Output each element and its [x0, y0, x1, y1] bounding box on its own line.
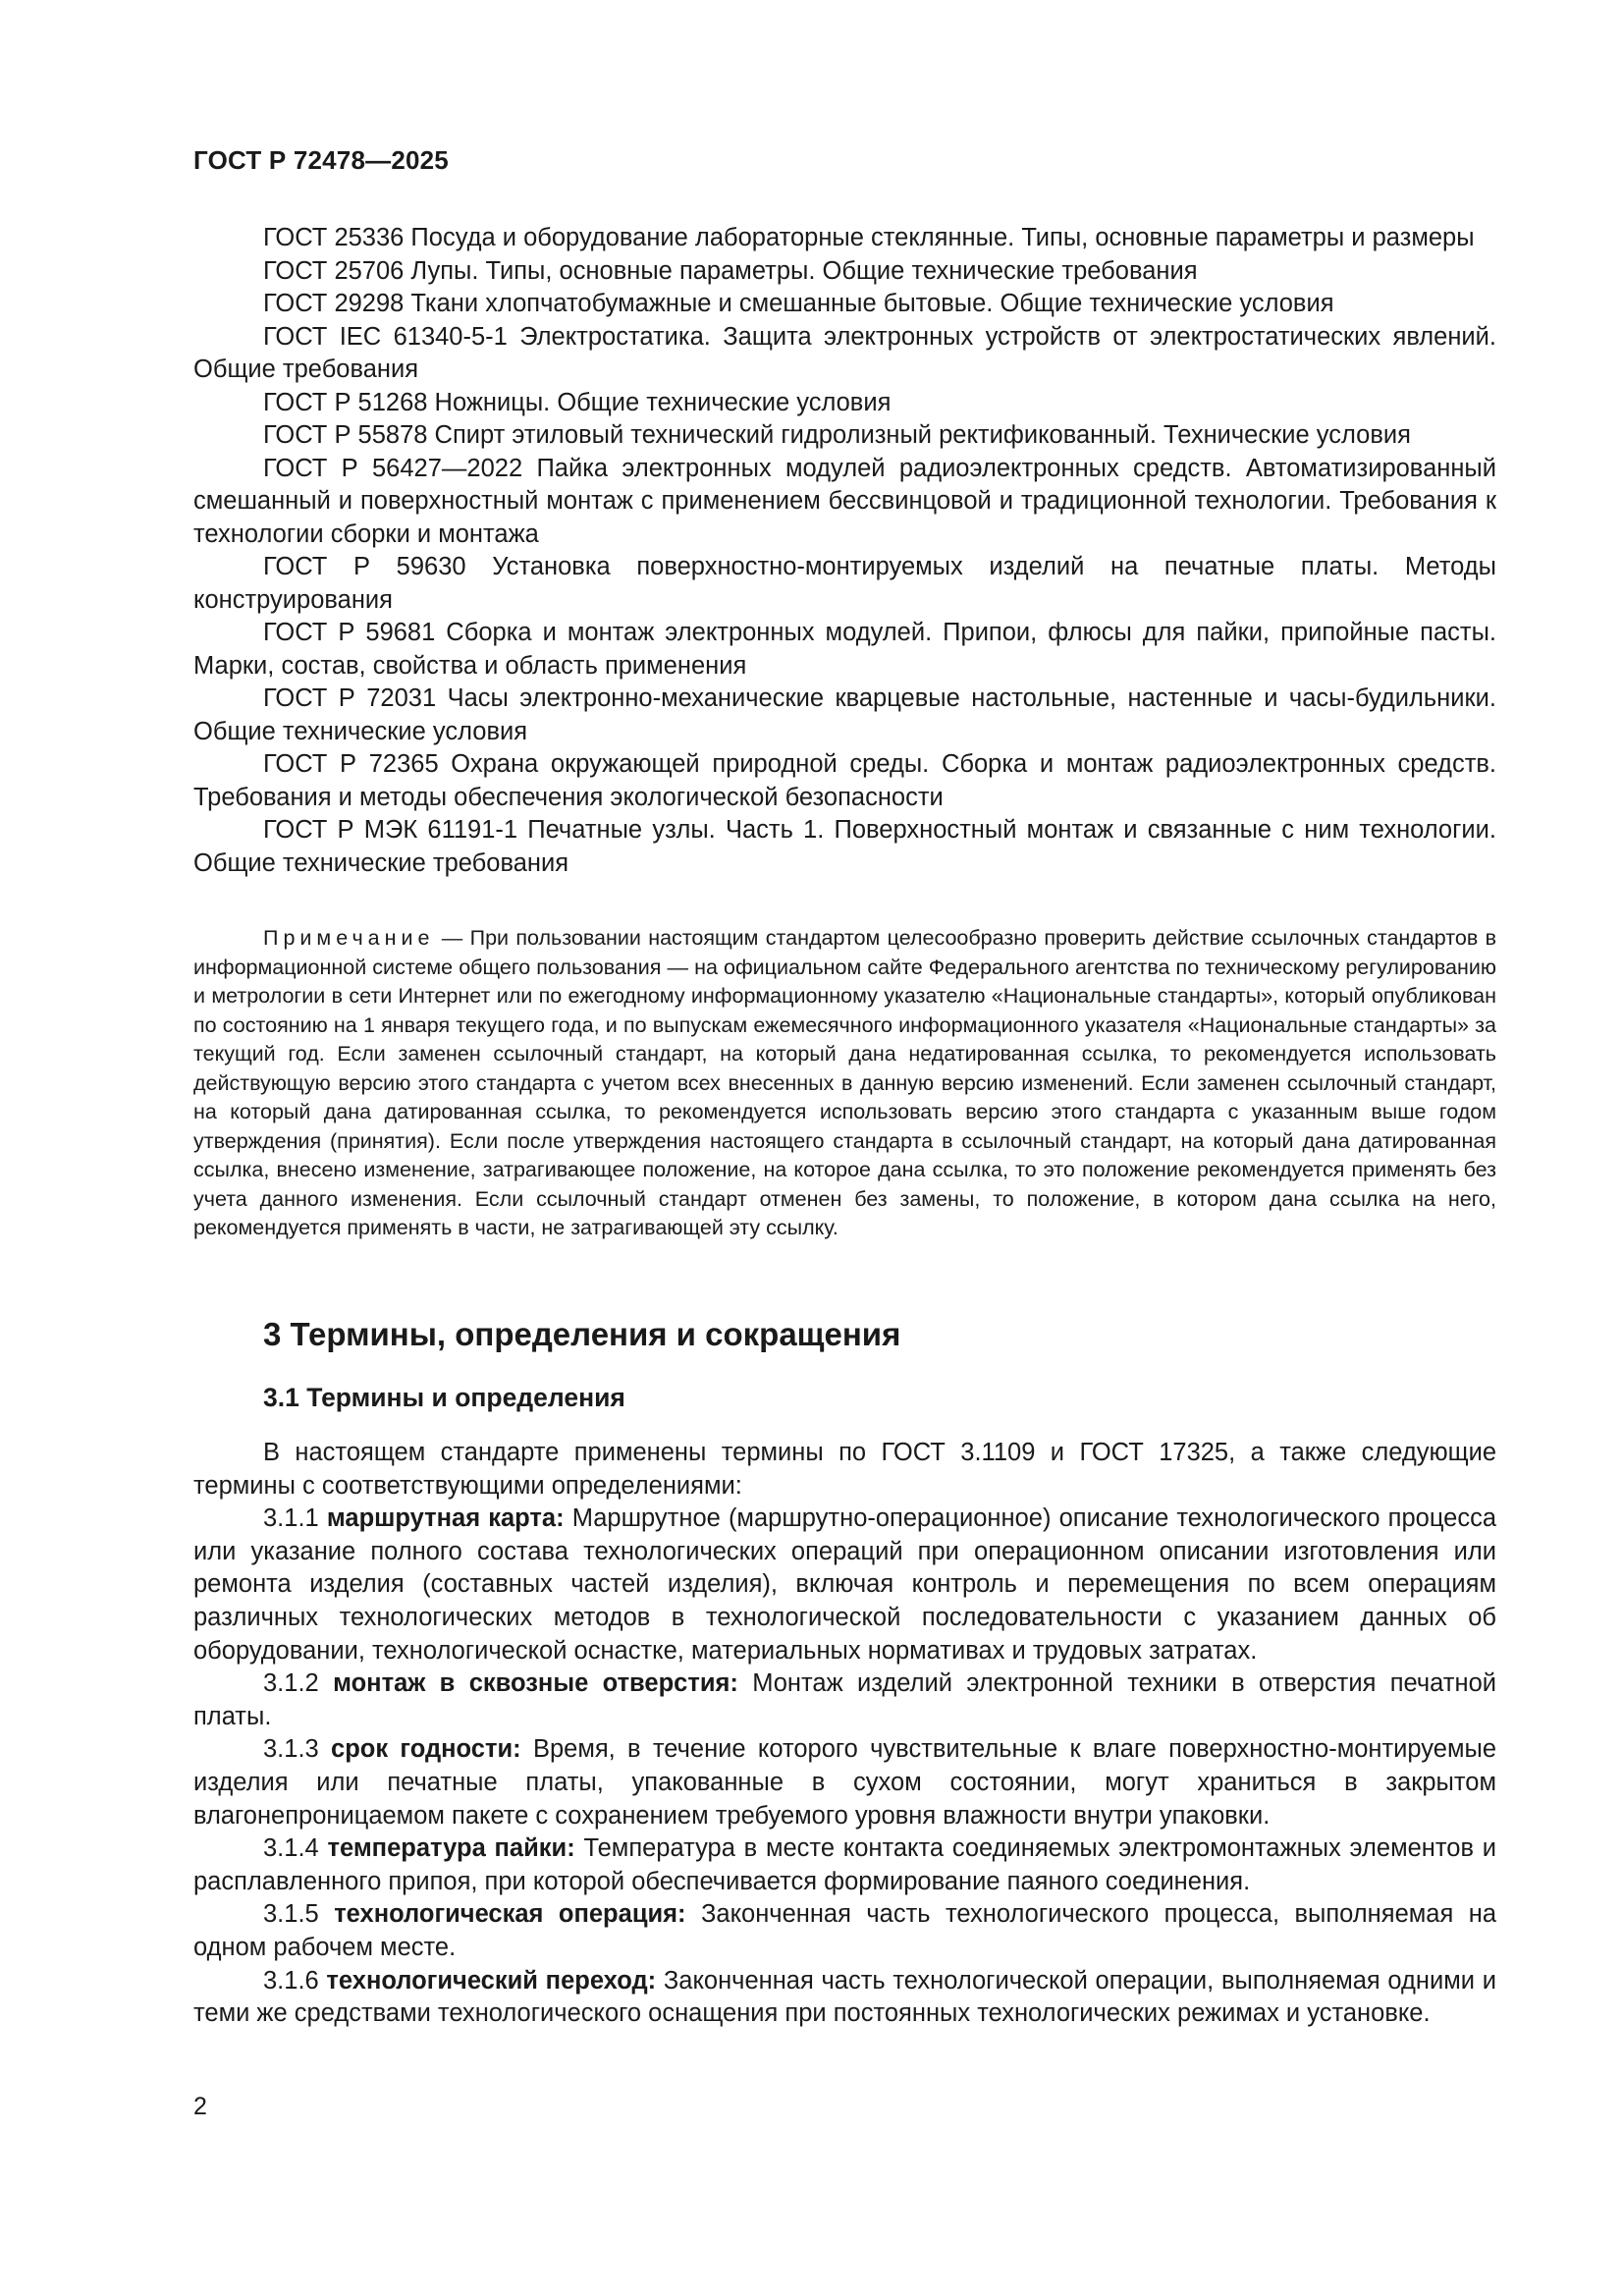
reference-item: ГОСТ Р 56427—2022 Пайка электронных модулей радиоэлектронных средств. Автоматизированный смешанный и поверхностный монтаж с применением бессвинцовой и традиционной технологии. Требования к технологии сборки и монтажа — [193, 454, 1496, 548]
term-name: температура пайки: — [327, 1834, 575, 1863]
term-entry — [193, 1832, 1496, 1898]
reference-item: ГОСТ 25706 Лупы. Типы, основные параметры. Общие технические требования — [263, 256, 1198, 285]
subsection-title: 3.1 Термины и определения — [263, 1383, 625, 1412]
term-name: технологическая операция: — [334, 1900, 686, 1929]
term-number: 3.1.5 — [263, 1900, 335, 1929]
normative-references-list — [193, 222, 1496, 880]
reference-item: ГОСТ Р 59681 Сборка и монтаж электронных модулей. Припои, флюсы для пайки, припойные пасты. Марки, состав, свойства и область применения — [193, 619, 1496, 680]
term-number: 3.1.6 — [263, 1966, 327, 1995]
reference-item: ГОСТ Р МЭК 61191-1 Печатные узлы. Часть 1. Поверхностный монтаж и связанные с ним технологии. Общие технические требования — [193, 816, 1496, 877]
terms-and-definitions — [193, 1437, 1496, 2031]
reference-item: ГОСТ 29298 Ткани хлопчатобумажные и смешанные бытовые. Общие технические условия — [263, 290, 1334, 317]
note-label: Примечание — [263, 926, 435, 950]
note-text: — При пользовании настоящим стандартом целесообразно проверить действие ссылочных стандартов в информационной системе общего пользования — на официальном сайте Федерального агентства по техническому регулированию и метрологии в сети Интернет или по ежегодному информационному указателю «Национальные стандарты», который опубликован по состоянию на 1 января текущего года, и по выпускам ежемесячного информационного указателя «Национальные стандарты» за текущий год. Если заменен ссылочный стандарт, на который дана недатированная ссылка, то рекомендуется использовать действующую версию этого стандарта с учетом всех внесенных в данную версию изменений. Если заменен ссылочный стандарт, на который дана датированная ссылка, то рекомендуется использовать версию этого стандарта с указанным выше годом утверждения (принятия). Если после утверждения настоящего стандарта в ссылочный стандарт, на который дана датированная ссылка, внесено изменение, затрагивающее положение, на которое дана ссылка, то это положение рекомендуется применять без учета данного изменения. Если ссылочный стандарт отменен без замены, то положение, в котором дана ссылка на него, рекомендуется применять в части, не затрагивающей эту ссылку. — [193, 926, 1496, 1239]
reference-item: ГОСТ Р 51268 Ножницы. Общие технические условия — [263, 388, 892, 416]
term-name: срок годности: — [331, 1735, 521, 1764]
term-number: 3.1.3 — [263, 1735, 332, 1764]
term-definition: Температура в месте контакта соединяемых электромонтажных элементов и расплавленного припоя, при которой обеспечивается формирование паяного соединения. — [193, 1834, 1496, 1895]
term-definition: Время, в течение которого чувствительные к влаге поверхностно-монтируемые изделия или печатные платы, упакованные в сухом состоянии, могут храниться в закрытом влагонепроницаемом пакете с сохранением требуемого уровня влажности внутри упаковки. — [193, 1735, 1496, 1830]
reference-item: ГОСТ Р 72031 Часы электронно-механические кварцевые настольные, настенные и часы-будильники. Общие технические условия — [193, 684, 1496, 745]
term-number: 3.1.2 — [263, 1669, 334, 1698]
reference-item: ГОСТ 25336 Посуда и оборудование лабораторные стеклянные. Типы, основные параметры и размеры — [263, 224, 1475, 251]
document-code-header: ГОСТ Р 72478—2025 — [193, 145, 449, 175]
page-number: 2 — [193, 2093, 207, 2120]
term-entry — [193, 1503, 1496, 1667]
term-definition: Законченная часть технологического процесса, выполняемая на одном рабочем месте. — [193, 1900, 1496, 1961]
note-paragraph — [193, 924, 1496, 1243]
term-number: 3.1.1 — [263, 1504, 327, 1533]
terms-intro: В настоящем стандарте применены термины по ГОСТ 3.1109 и ГОСТ 17325, а также следующие термины с соответствующими определениями: — [193, 1439, 1496, 1500]
term-entry — [193, 1733, 1496, 1832]
term-number: 3.1.4 — [263, 1834, 328, 1863]
term-name: маршрутная карта: — [326, 1504, 565, 1533]
reference-item: ГОСТ Р 55878 Спирт этиловый технический гидролизный ректификованный. Технические условия — [263, 421, 1411, 449]
term-definition: Законченная часть технологической операции, выполняемая одними и теми же средствами технологического оснащения при постоянных технологических режимах и установке. — [193, 1966, 1496, 2028]
term-name: монтаж в сквозные отверстия: — [333, 1669, 738, 1698]
term-entry — [193, 1667, 1496, 1733]
term-definition: Маршрутное (маршрутно-операционное) описание технологического процесса или указание полного состава технологических операций при операционном описании изготовления или ремонта изделия (составных частей изделия), включая контроль и перемещения по всем операциям различных технологических методов в технологической последовательности с указанием данных об оборудовании, технологической оснастке, материальных нормативах и трудовых затратах. — [193, 1504, 1496, 1665]
reference-item: ГОСТ Р 72365 Охрана окружающей природной среды. Сборка и монтаж радиоэлектронных средств. Требования и методы обеспечения экологической безопасности — [193, 750, 1496, 811]
reference-item: ГОСТ IEC 61340-5-1 Электростатика. Защита электронных устройств от электростатических явлений. Общие требования — [193, 322, 1496, 383]
reference-note — [193, 924, 1496, 1243]
section-title: 3 Термины, определения и сокращения — [263, 1316, 901, 1352]
reference-item: ГОСТ Р 59630 Установка поверхностно-монтируемых изделий на печатные платы. Методы конструирования — [193, 553, 1496, 614]
term-entry — [193, 1898, 1496, 1964]
term-definition: Монтаж изделий электронной техники в отверстия печатной платы. — [193, 1669, 1496, 1730]
term-name: технологический переход: — [326, 1966, 657, 1995]
term-entry — [193, 1965, 1496, 2031]
